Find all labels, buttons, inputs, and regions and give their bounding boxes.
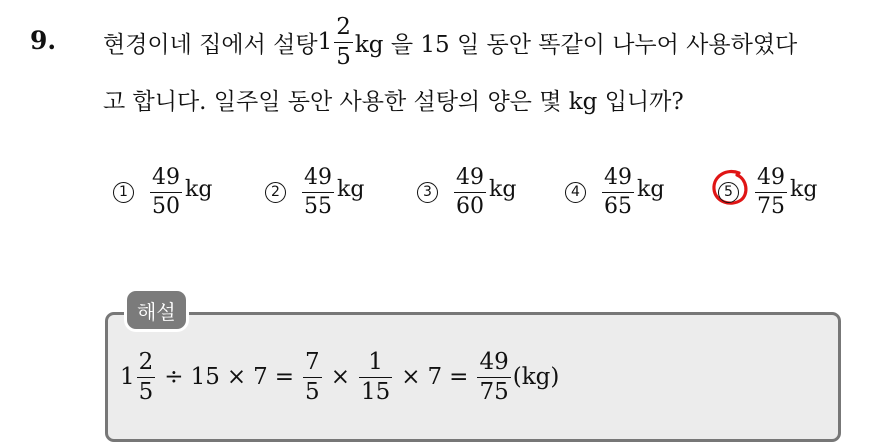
- numerator: 1: [368, 348, 383, 375]
- choice-number: 5: [718, 182, 739, 203]
- solution-mixed-number: [120, 348, 157, 405]
- question-text-line2: 고 합니다. 일주일 동안 사용한 설탕의 양은 몇 kg 입니까?: [103, 88, 684, 115]
- denominator: 5: [305, 378, 320, 405]
- solution-tag: 해설: [127, 291, 186, 329]
- number-15: 15: [190, 364, 220, 390]
- multiply-sign: ×: [330, 364, 350, 390]
- question-line-2: [103, 82, 684, 116]
- choice-number: 2: [265, 182, 286, 203]
- mixed-whole: 1: [120, 364, 135, 390]
- fraction-7-5: [303, 348, 322, 405]
- choice-denominator: 55: [304, 193, 332, 219]
- choice-fraction: [454, 164, 486, 219]
- choice-unit: kg: [185, 176, 213, 202]
- numerator: 7: [305, 348, 320, 375]
- solution-expression: [120, 342, 559, 412]
- fraction-bar: [150, 192, 182, 193]
- choice-numerator: 49: [152, 164, 180, 190]
- question-text-before: 현경이네 집에서 설탕: [103, 31, 318, 58]
- equals-sign: =: [449, 364, 469, 390]
- choice-unit: kg: [337, 176, 365, 202]
- sugar-whole: 1: [317, 29, 333, 55]
- divide-sign: ÷: [164, 364, 184, 390]
- fraction-bar: [137, 377, 156, 378]
- fraction-bar: [755, 192, 787, 193]
- choice-fraction: [602, 164, 634, 219]
- choice-unit: kg: [489, 176, 517, 202]
- multiply-sign: ×: [401, 364, 421, 390]
- number-7: 7: [253, 364, 268, 390]
- choice-2[interactable]: [265, 157, 364, 227]
- choice-numerator: 49: [456, 164, 484, 190]
- choice-1[interactable]: [113, 157, 212, 227]
- choice-denominator: 50: [152, 193, 180, 219]
- fraction-bar: [602, 192, 634, 193]
- sugar-denominator: 5: [336, 43, 351, 70]
- fraction-1-15: [359, 348, 392, 405]
- denominator: 15: [360, 378, 391, 405]
- choice-number: 4: [565, 182, 586, 203]
- sugar-numerator: 2: [336, 13, 351, 40]
- choice-4[interactable]: [565, 157, 664, 227]
- choice-number: 1: [113, 182, 134, 203]
- answer-choices: [0, 157, 884, 227]
- question-text-after: kg 을 15 일 동안 똑같이 나누어 사용하였다: [354, 31, 798, 58]
- question-line-1: [103, 12, 797, 72]
- choice-fraction: [150, 164, 182, 219]
- choice-denominator: 65: [604, 193, 632, 219]
- denominator: 5: [138, 378, 154, 405]
- mixed-fraction: [137, 348, 156, 405]
- sugar-fraction: [334, 13, 353, 70]
- numerator: 49: [479, 348, 509, 375]
- fraction-bar: [454, 192, 486, 193]
- choice-numerator: 49: [304, 164, 332, 190]
- number-7: 7: [427, 364, 443, 390]
- choice-numerator: 49: [757, 164, 785, 190]
- choice-denominator: 60: [456, 193, 484, 219]
- equals-sign: =: [274, 364, 295, 390]
- result-unit: (kg): [512, 364, 560, 390]
- choice-number: 3: [417, 182, 438, 203]
- fraction-bar: [359, 377, 392, 378]
- choice-unit: kg: [790, 176, 818, 202]
- fraction-bar: [303, 377, 322, 378]
- fraction-bar: [334, 42, 353, 43]
- result-fraction: [477, 348, 510, 405]
- choice-fraction: [302, 164, 334, 219]
- fraction-bar: [302, 192, 334, 193]
- sugar-amount: [317, 13, 355, 70]
- numerator: 2: [138, 348, 154, 375]
- choice-numerator: 49: [604, 164, 632, 190]
- denominator: 75: [479, 378, 509, 405]
- choice-fraction: [755, 164, 787, 219]
- choice-unit: kg: [637, 176, 665, 202]
- choice-denominator: 75: [757, 193, 785, 219]
- multiply-sign: ×: [226, 364, 247, 390]
- choice-5[interactable]: [718, 157, 817, 227]
- question-number: 9.: [30, 26, 57, 55]
- fraction-bar: [477, 377, 510, 378]
- choice-3[interactable]: [417, 157, 516, 227]
